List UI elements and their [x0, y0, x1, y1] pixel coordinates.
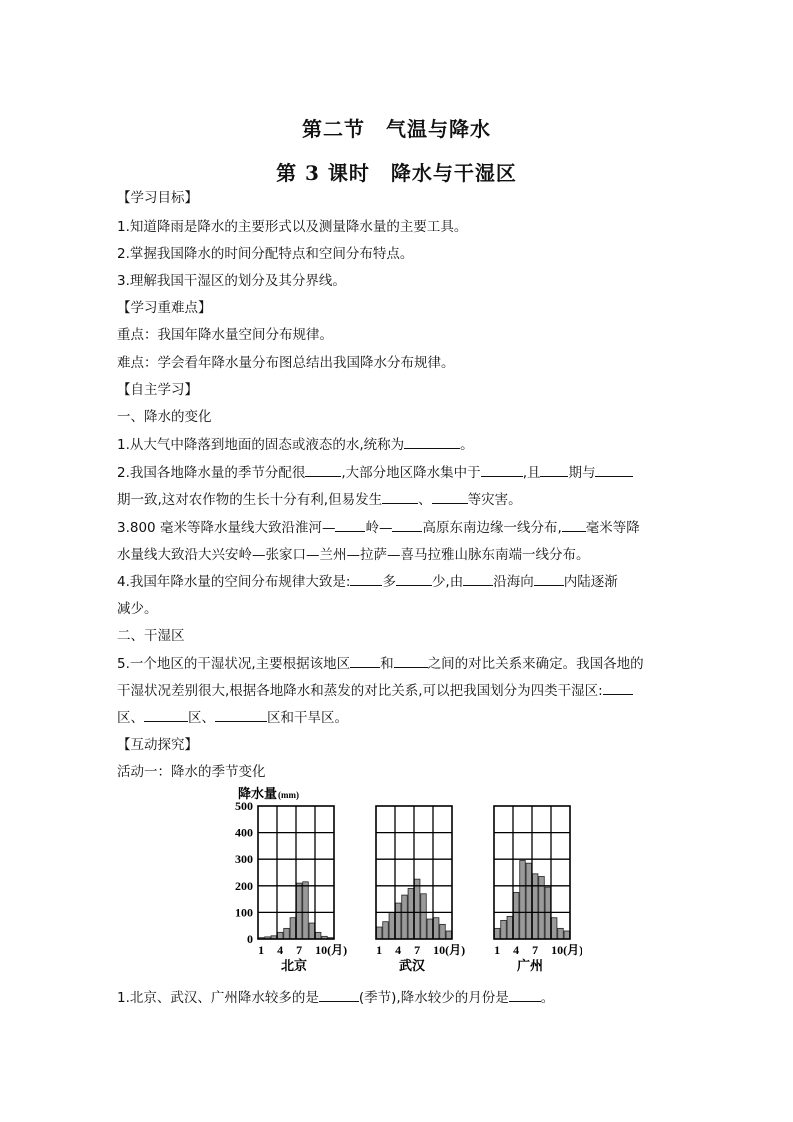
question-text: 2.我国各地降水量的季节分配很	[117, 465, 306, 481]
activity-heading: 活动一：降水的季节变化	[117, 764, 266, 780]
question-text: 内陆逐渐	[563, 574, 618, 590]
answer-blank[interactable]	[215, 707, 267, 722]
answer-blank[interactable]	[562, 517, 586, 532]
answer-blank[interactable]	[540, 462, 568, 477]
question-text: 4.我国年降水量的空间分布规律大致是:	[117, 574, 351, 590]
question-5-cont2	[117, 706, 677, 726]
precip-bar	[290, 918, 296, 939]
precip-bar	[389, 912, 395, 939]
section-goals-heading: 【学习目标】	[117, 190, 198, 206]
part2-heading: 二、干湿区	[117, 628, 185, 644]
question-text: 干湿状况差别很大,根据各地降水和蒸发的对比关系,可以把我国划分为四类干湿区:	[117, 683, 603, 699]
page-title: 第二节 气温与降水	[302, 117, 491, 141]
goal-item: 3.理解我国干湿区的划分及其分界线。	[117, 273, 346, 289]
question-2	[117, 461, 677, 481]
part1-heading: 一、降水的变化	[117, 409, 212, 425]
x-tick-label: 7	[532, 943, 539, 957]
precip-bar	[507, 916, 513, 939]
precipitation-charts-svg	[222, 784, 582, 979]
answer-blank[interactable]	[432, 489, 468, 504]
y-axis-unit: (mm)	[278, 790, 299, 800]
x-tick-label: 4	[513, 943, 520, 957]
x-tick-label: 10(月)	[433, 943, 466, 957]
precip-bar	[440, 924, 446, 939]
question-3	[117, 516, 677, 536]
question-text: ,且	[522, 465, 541, 481]
answer-blank[interactable]	[305, 462, 341, 477]
answer-blank[interactable]	[350, 653, 380, 668]
city-label: 武汉	[398, 958, 426, 973]
x-tick-label: 1	[376, 943, 383, 957]
question-text: 期一致,这对农作物的生长十分有利,但易发生	[117, 492, 383, 508]
answer-blank[interactable]	[392, 517, 422, 532]
goal-item: 1.知道降雨是降水的主要形式以及测量降水量的主要工具。	[117, 219, 468, 235]
lesson-subtitle: 第 3 课时 降水与干湿区	[276, 161, 517, 185]
question-5	[117, 652, 677, 672]
question-text: 。	[460, 437, 474, 453]
question-text: 岭—	[365, 520, 393, 536]
precip-bar	[494, 928, 500, 939]
answer-blank[interactable]	[319, 987, 359, 1002]
question-text: 毫米等降	[585, 520, 640, 536]
section-self-study-heading: 【自主学习】	[117, 382, 198, 398]
answer-blank[interactable]	[335, 517, 365, 532]
question-text: 区、	[117, 710, 144, 726]
question-text: 5.一个地区的干湿状况,主要根据该地区	[117, 656, 351, 672]
precip-bar	[501, 920, 507, 939]
question-text: 1.从大气中降落到地面的固态或液态的水,统称为	[117, 437, 405, 453]
y-tick-label: 500	[235, 799, 253, 813]
precip-bar	[520, 861, 526, 939]
x-tick-label: 7	[414, 943, 421, 957]
precip-bar	[551, 918, 557, 939]
y-tick-label: 400	[235, 825, 253, 840]
precip-bar	[383, 922, 389, 939]
precip-bar	[402, 895, 408, 939]
answer-blank[interactable]	[144, 707, 188, 722]
difficult-point: 难点：学会看年降水量分布图总结出我国降水分布规律。	[117, 355, 455, 371]
key-point: 重点：我国年降水量空间分布规律。	[117, 327, 333, 343]
answer-blank[interactable]	[404, 434, 460, 449]
precip-bar	[309, 923, 315, 939]
y-tick-label: 0	[247, 932, 253, 946]
question-1	[117, 433, 677, 453]
precip-bar	[513, 892, 519, 939]
city-label: 广州	[516, 958, 544, 973]
answer-blank[interactable]	[382, 489, 418, 504]
question-text: ,大部分地区降水集中于	[341, 465, 481, 481]
question-text: (季节),降水较少的月份是	[358, 990, 509, 1006]
question-text: 和	[380, 656, 394, 672]
precip-bar	[564, 931, 570, 939]
answer-blank[interactable]	[350, 571, 382, 586]
question-text: 。	[540, 990, 555, 1006]
precip-bar	[408, 888, 414, 939]
question-text: 少,由	[431, 574, 464, 590]
question-2-cont	[117, 488, 677, 508]
x-tick-label: 4	[277, 943, 284, 957]
question-final	[117, 986, 677, 1006]
precip-bar	[414, 879, 420, 939]
section-key-heading: 【学习重难点】	[117, 300, 212, 316]
precip-bar	[427, 919, 433, 939]
precip-bar	[395, 903, 401, 939]
y-tick-label: 300	[235, 852, 253, 867]
precip-bar	[545, 887, 551, 939]
section-explore-heading: 【互动探究】	[117, 737, 198, 753]
y-axis-label: 降水量	[238, 786, 278, 801]
y-tick-label: 200	[235, 878, 253, 893]
x-tick-label: 4	[395, 943, 402, 957]
answer-blank[interactable]	[603, 680, 633, 695]
x-tick-label: 10(月)	[315, 943, 348, 957]
precip-bar	[303, 882, 309, 939]
precip-bar	[315, 932, 321, 939]
question-text: 多	[382, 574, 396, 590]
precip-bar	[421, 894, 427, 939]
answer-blank[interactable]	[481, 462, 523, 477]
answer-blank[interactable]	[595, 462, 633, 477]
question-text: 1.北京、武汉、广州降水较多的是	[117, 990, 319, 1006]
x-tick-label: 10(月)	[551, 943, 582, 957]
precip-bar	[526, 863, 532, 939]
question-4	[117, 570, 677, 590]
x-tick-label: 1	[258, 943, 265, 957]
precip-bar	[558, 928, 564, 939]
answer-blank[interactable]	[509, 987, 541, 1002]
answer-blank[interactable]	[394, 653, 428, 668]
question-text: 沿海向	[493, 574, 534, 590]
question-text: 、	[418, 492, 432, 508]
precip-bar	[284, 928, 290, 939]
question-text: 期与	[568, 465, 596, 481]
precip-bar	[296, 883, 302, 939]
precip-bar	[433, 918, 439, 939]
answer-blank[interactable]	[463, 571, 493, 586]
question-5-cont	[117, 679, 677, 699]
city-label: 北京	[280, 958, 308, 973]
x-tick-label: 1	[494, 943, 501, 957]
answer-blank[interactable]	[396, 571, 432, 586]
answer-blank[interactable]	[534, 571, 564, 586]
precip-bar	[532, 874, 538, 939]
precip-bar	[446, 931, 452, 939]
question-text: 高原东南边缘一线分布,	[422, 520, 562, 536]
question-text: 之间的对比关系来确定。我国各地的	[427, 656, 644, 672]
precip-bar	[376, 927, 382, 939]
precip-bar	[277, 932, 283, 939]
question-3-cont: 水量线大致沿大兴安岭—张家口—兰州—拉萨—喜马拉雅山脉东南端一线分布。	[117, 547, 590, 563]
goal-item: 2.掌握我国降水的时间分配特点和空间分布特点。	[117, 246, 414, 262]
question-text: 区和干旱区。	[267, 710, 348, 726]
question-text: 等灾害。	[467, 492, 522, 508]
question-4-cont: 减少。	[117, 601, 158, 617]
question-text: 区、	[188, 710, 215, 726]
y-tick-label: 100	[235, 905, 253, 920]
x-tick-label: 7	[296, 943, 303, 957]
precipitation-charts	[222, 784, 582, 983]
question-text: 3.800 毫米等降水量线大致沿淮河—	[117, 520, 336, 536]
